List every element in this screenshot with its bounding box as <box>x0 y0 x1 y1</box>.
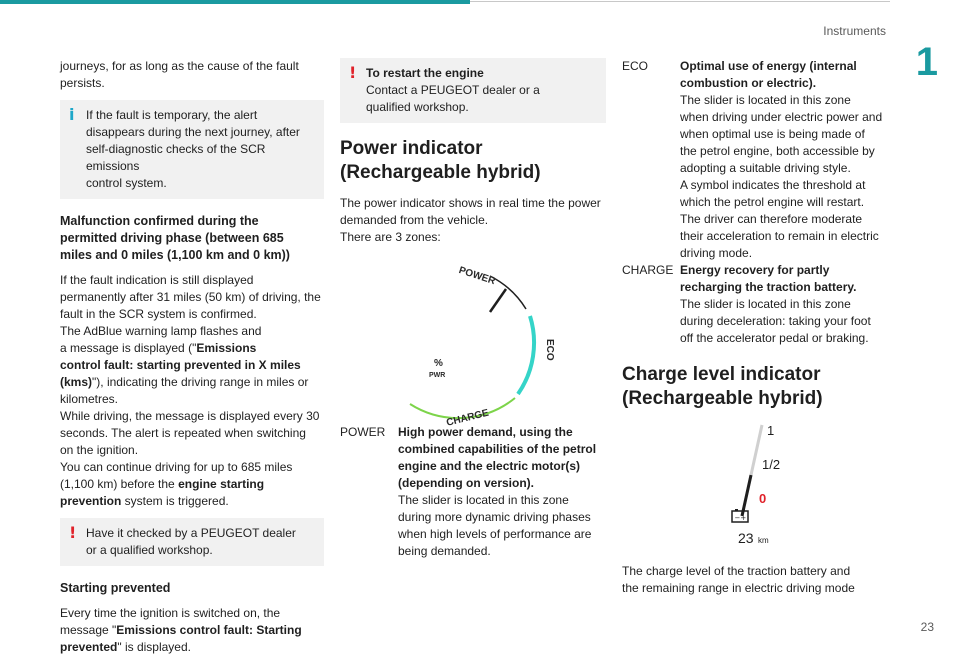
zone-definitions <box>622 58 892 347</box>
zero-mark-label: 0 <box>759 491 767 506</box>
info-icon: i <box>69 105 75 124</box>
range-value: 23 <box>738 530 754 546</box>
heading-power-indicator: Power indicator (Rechargeable hybrid) <box>340 138 541 183</box>
power-indicator-diagram <box>340 254 606 429</box>
charge-level-outro: The charge level of the traction battery and the remaining range in electric driving mode <box>622 564 855 595</box>
svg-text:−+: −+ <box>734 514 747 522</box>
info-note: i If the fault is temporary, the alert disappears during the next journey, after self-diagnostic checks of the SCR emissions control system. <box>60 100 324 199</box>
charge-gauge-svg <box>622 421 892 551</box>
malfunction-paragraph: If the fault indication is still displayed permanently after 31 miles (50 km) of driving, the fault in the SCR system is confirmed. The AdBlue warning lamp flashes and a message is displayed ("Emissions control fault: starting prevented in X miles (kms)"), indicating the driving range in miles or kilometres. While driving, the message is displayed every 30 seconds. The alert is repeated when switching on the ignition. You can continue driving for up to 685 miles (1,100 km) before the engine starting prevention system is triggered. <box>60 273 321 508</box>
warning-note: ! Have it checked by a PEUGEOT dealer or a qualified workshop. <box>60 518 324 566</box>
page-number: 23 <box>920 620 934 634</box>
warning-icon: ! <box>349 63 357 82</box>
charge-level-gauge <box>622 421 892 551</box>
power-zone-label: POWER <box>457 265 497 288</box>
battery-icon <box>732 509 748 522</box>
column-2 <box>340 58 606 560</box>
power-intro: The power indicator shows in real time the power demanded from the vehicle. There are 3 zones: <box>340 196 601 244</box>
eco-zone-label: ECO <box>544 339 555 361</box>
eco-zone-arc <box>518 316 534 394</box>
power-definition <box>340 424 606 560</box>
column-1 <box>60 58 324 664</box>
full-mark-label: 1 <box>767 423 775 438</box>
heading-starting-prevented: Starting prevented <box>60 581 171 595</box>
heading-malfunction: Malfunction confirmed during the permitted driving phase (between 685 miles and 0 miles (1,100 km and 0 km)) <box>60 214 290 262</box>
header-accent-bar <box>0 0 470 4</box>
prevented-paragraph: Every time the ignition is switched on, the message "Emissions control fault: Starting prevented" is displayed. <box>60 606 302 654</box>
heading-charge-level: Charge level indicator (Rechargeable hybrid) <box>622 364 823 409</box>
charge-zone-label: CHARGE <box>445 407 490 429</box>
header-rule <box>470 1 890 2</box>
warning-icon: ! <box>69 523 77 542</box>
half-mark-label: 1/2 <box>762 457 781 472</box>
definition-row-charge: CHARGE Energy recovery for partly recharging the traction battery. The slider is located in this zone during deceleration: taking your foot off the accelerator pedal or braking. <box>622 263 871 345</box>
power-gauge-svg <box>340 254 606 429</box>
definition-row-eco: ECO Optimal use of energy (internal combustion or electric). The slider is located in this zone when driving under electric power and when optimal use is being made of the petrol engine, both accessible by adopting a suitable driving style. A symbol indicates the threshold at which the petrol engine will restart. The driver can therefore moderate their acceleration to remain in electric driving mode. <box>622 59 883 260</box>
chapter-number: 1 <box>915 40 938 84</box>
range-unit: km <box>758 536 769 545</box>
pwr-label: PWR <box>429 372 446 379</box>
intro-paragraph: journeys, for as long as the cause of the fault persists. <box>60 59 299 90</box>
gauge-needle <box>490 289 506 312</box>
column-3 <box>622 58 892 605</box>
definition-row-power: POWER High power demand, using the combined capabilities of the petrol engine and the electric motor(s) (depending on version). The slider is located in this zone during more dynamic driving phases when high levels of performance are being demanded. <box>340 425 597 558</box>
section-title: Instruments <box>823 24 886 38</box>
restart-warning-note: ! To restart the engine Contact a PEUGEOT dealer or a qualified workshop. <box>340 58 606 123</box>
percent-symbol: % <box>434 358 443 369</box>
